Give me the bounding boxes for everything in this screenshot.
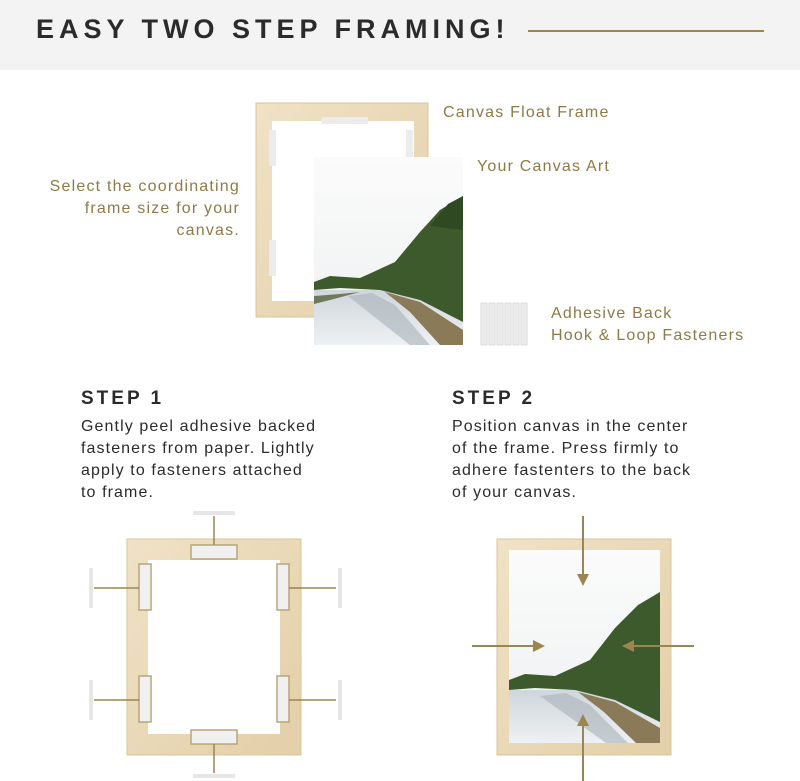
fastener-label-line: Hook & Loop Fasteners xyxy=(551,327,745,344)
step1-instructions xyxy=(81,416,316,504)
select-frame-note xyxy=(18,176,240,242)
fastener-strip xyxy=(322,117,368,124)
step1-line: Gently peel adhesive backed xyxy=(81,418,317,435)
step1-line: to frame. xyxy=(81,484,155,501)
overview-fasteners xyxy=(481,303,527,345)
step2-line: of your canvas. xyxy=(452,484,577,501)
fastener-strip xyxy=(269,130,276,166)
select-note-line: Select the coordinating xyxy=(49,178,240,195)
canvas-float-frame-label: Canvas Float Frame xyxy=(443,104,610,121)
step1-frame xyxy=(89,511,342,778)
step2-title: STEP 2 xyxy=(452,388,536,409)
fastener-label xyxy=(551,303,744,347)
step1-title: STEP 1 xyxy=(81,388,165,409)
fastener-label-line: Adhesive Back xyxy=(551,305,673,322)
step2-line: adhere fastenters to the back xyxy=(452,462,692,479)
select-note-line: canvas. xyxy=(176,222,240,239)
step2-line: of the frame. Press firmly to xyxy=(452,440,680,457)
page-title: EASY TWO STEP FRAMING! xyxy=(36,14,510,44)
fastener-strip xyxy=(269,240,276,276)
canvas-art-label: Your Canvas Art xyxy=(477,158,611,175)
select-note-line: frame size for your xyxy=(84,200,240,217)
step2-instructions xyxy=(452,416,691,504)
step2-line: Position canvas in the center xyxy=(452,418,689,435)
step1-line: fasteners from paper. Lightly xyxy=(81,440,315,457)
step1-line: apply to fasteners attached xyxy=(81,462,303,479)
overview-canvas-art xyxy=(314,157,463,345)
fastener-strip xyxy=(406,130,413,160)
